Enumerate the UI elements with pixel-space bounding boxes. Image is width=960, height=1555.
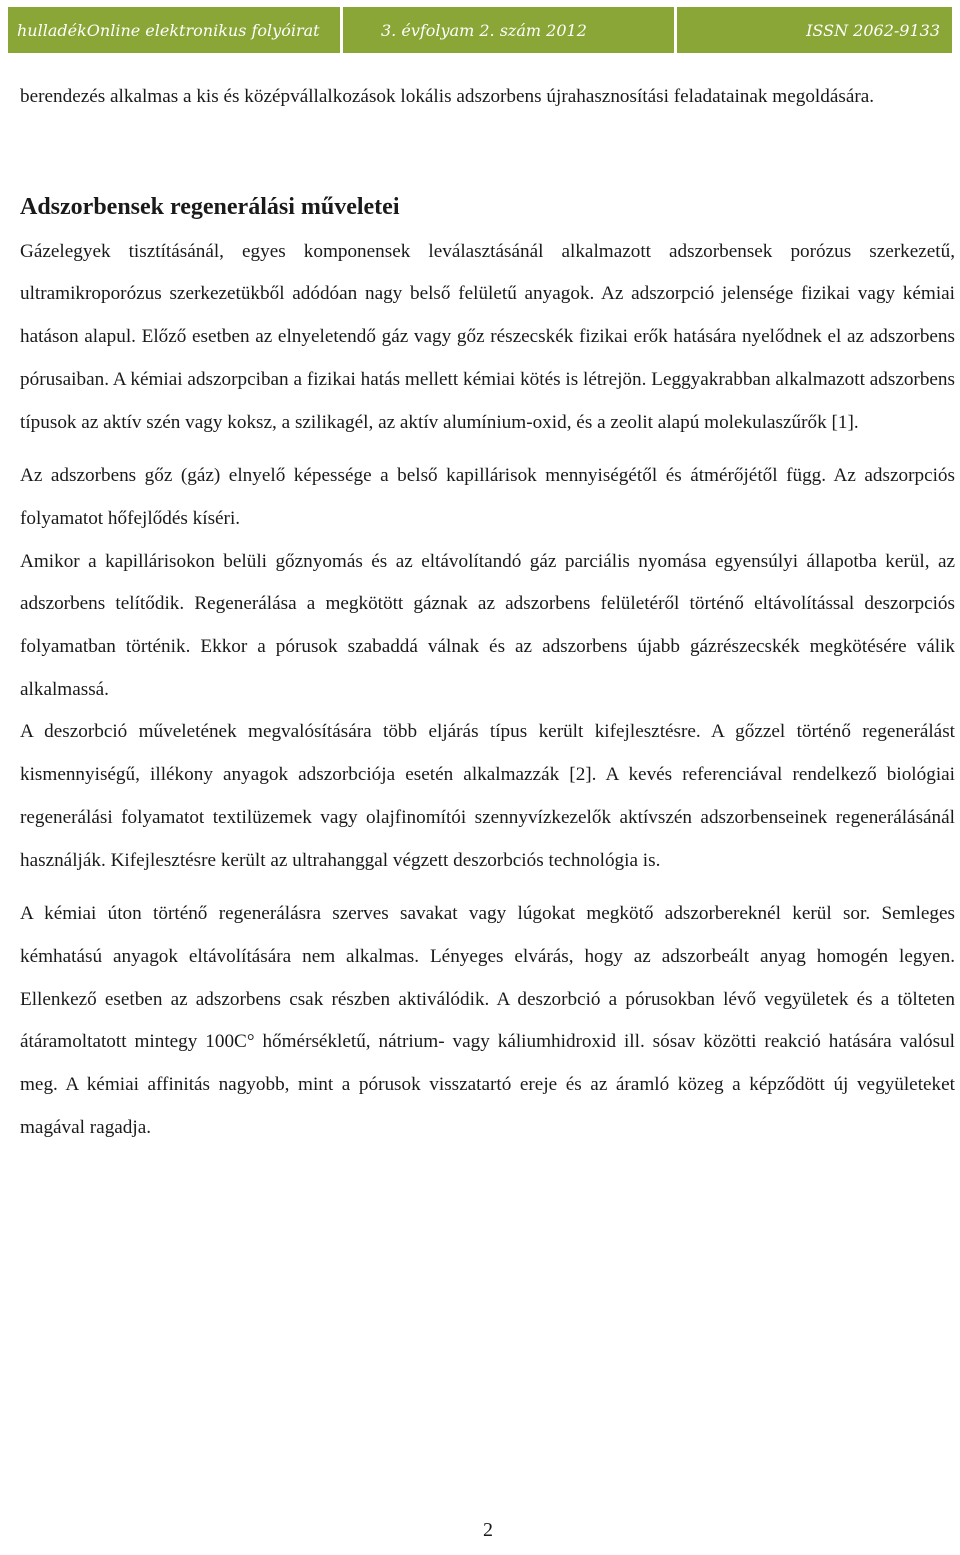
paragraph-chemical-regeneration: A kémiai úton történő regenerálásra szerves savakat vagy lúgokat megkötő adszorbereknél kerül sor. Semleges kémhatású anyagok eltávolítására nem alkalmas. Lényeges elvárás, hogy az adszorbeált anyag homogén legyen. Ellenkező esetben az adszorbens csak részben aktiválódik. A deszorbció a pórusokban lévő vegyületek és a tölteten átáramoltatott mintegy 100C° hőmérsékletű, nátrium- vagy káliumhidroxid ill. sósav közötti reakció hatására valósul meg. A kémiai affinitás nagyobb, mint a pórusok visszatartó ereje és az áramló közeg a képződött új vegyületeket magával ragadja. xyxy=(20,903,955,1138)
section-heading: Adszorbensek regenerálási műveletei xyxy=(20,193,400,220)
journal-header xyxy=(8,7,952,53)
paragraph-desorption: A deszorbció műveletének megvalósítására több eljárás típus került kifejlesztésre. A gőzzel történő regenerálást kismennyiségű, illékony anyagok adszorbciója esetén alkalmazzák [2]. A kevés referenciával rendelkező biológiai regenerálási folyamatot textilüzemek vagy olajfinomítói szennyvízkezelők aktívszén adszorbenseinek regenerálásánál használják. Kifejlesztésre került az ultrahanggal végzett deszorbciós technológia is. xyxy=(20,721,955,871)
page-number: 2 xyxy=(483,1519,493,1541)
paragraph-saturation: Amikor a kapillárisokon belüli gőznyomás és az eltávolítandó gáz parciális nyomása egyensúlyi állapotba kerül, az adszorbens telítődik. Regenerálása a megkötött gáznak az adszorbens felületéről történő eltávolítással deszorpciós folyamatban történik. Ekkor a pórusok szabaddá válnak és az adszorbens újabb gázrészecskék megkötésére válik alkalmassá. xyxy=(20,550,955,700)
paragraph-capacity: Az adszorbens gőz (gáz) elnyelő képessége a belső kapillárisok mennyiségétől és átmérőjétől függ. Az adszorpciós folyamatot hőfejlődés kíséri. xyxy=(20,465,955,529)
page-content xyxy=(20,76,955,1149)
intro-paragraph: berendezés alkalmas a kis és középvállalkozások lokális adszorbens újrahasznosítási feladatainak megoldására. xyxy=(20,86,875,107)
issue-info: 3. évfolyam 2. szám 2012 xyxy=(343,7,674,53)
paragraph-adsorbents: Gázelegyek tisztításánál, egyes komponensek leválasztásánál alkalmazott adszorbensek porózus szerkezetű, ultramikroporózus szerkezetükből adódóan nagy belső felületű anyagok. Az adszorpció jelensége fizikai vagy kémiai hatáson alapul. Előző esetben az elnyeletendő gáz vagy gőz részecskék fizikai erők hatására nyelődnek el az adszorbens pórusaiban. A kémiai adszorpciban a fizikai hatás mellett kémiai kötés is létrejön. Leggyakrabban alkalmazott adszorbens típusok az aktív szén vagy koksz, a szilikagél, az aktív alumínium-oxid, és a zeolit alapú molekulaszűrők [1]. xyxy=(20,240,955,433)
journal-title: hulladékOnline elektronikus folyóirat xyxy=(8,7,340,53)
issn-info: ISSN 2062-9133 xyxy=(677,7,952,53)
